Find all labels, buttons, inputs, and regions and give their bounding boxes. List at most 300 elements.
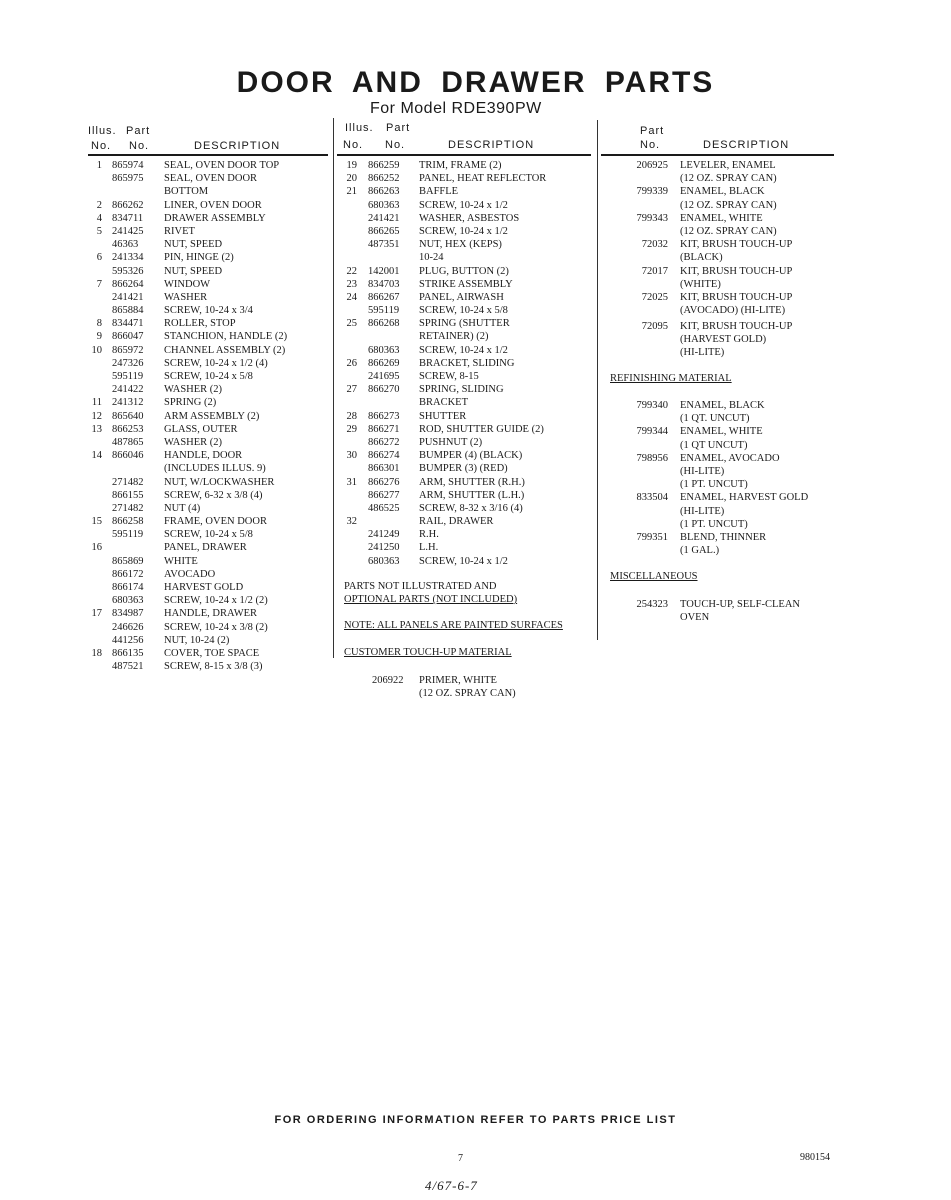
part-number: 247326	[112, 357, 144, 369]
description: SCREW, 8-15	[419, 371, 479, 382]
description: NUT, SPEED	[164, 239, 223, 251]
table-row	[344, 304, 594, 317]
description: ENAMEL, WHITE	[680, 212, 763, 224]
description: (HI-LITE)	[680, 505, 725, 517]
description: (1 PT. UNCUT)	[680, 518, 748, 530]
description: (12 OZ. SPRAY CAN)	[680, 199, 777, 211]
description: RAIL, DRAWER	[419, 516, 494, 528]
description: (HI-LITE)	[680, 465, 725, 477]
illus-number: 29	[346, 423, 357, 435]
part-number: 865974	[112, 160, 144, 171]
description: LINER, OVEN DOOR	[164, 199, 262, 211]
col1-header	[88, 124, 338, 154]
miscellaneous-list	[606, 598, 836, 624]
part-number: 680363	[368, 199, 400, 211]
part-number: 487351	[368, 239, 400, 251]
customer-touchup-heading: CUSTOMER TOUCH-UP MATERIAL	[344, 647, 512, 658]
part-number: 866270	[368, 384, 400, 396]
description: (AVOCADO) (HI-LITE)	[680, 305, 786, 317]
part-number: 680363	[368, 555, 400, 567]
table-row	[606, 212, 836, 225]
description: (1 PT. UNCUT)	[680, 479, 748, 491]
description: KIT, BRUSH TOUCH-UP	[680, 239, 793, 251]
description: SCREW, 10-24 x 1/2	[419, 199, 508, 211]
painted-panels-note: NOTE: ALL PANELS ARE PAINTED SURFACES	[344, 620, 563, 631]
description: SPRING (SHUTTER	[419, 318, 510, 330]
part-number: 834471	[112, 318, 144, 330]
table-row	[88, 317, 328, 330]
illus-number: 30	[346, 450, 357, 462]
table-row	[88, 581, 328, 594]
description: RETAINER) (2)	[419, 331, 489, 343]
part-number: 866259	[368, 160, 400, 171]
table-row	[606, 478, 836, 491]
col3-description-label: DESCRIPTION	[703, 139, 790, 151]
part-number: 241334	[112, 252, 144, 264]
table-row	[344, 370, 594, 383]
description: ENAMEL, WHITE	[680, 426, 763, 438]
table-row	[606, 304, 836, 317]
table-row	[88, 172, 328, 185]
description: (INCLUDES ILLUS. 9)	[164, 463, 266, 475]
description: SCREW, 10-24 x 1/2	[419, 225, 508, 237]
table-row	[88, 383, 328, 396]
part-number: 866263	[368, 186, 400, 198]
illus-number: 28	[346, 410, 357, 422]
description: TOUCH-UP, SELF-CLEAN	[680, 599, 800, 610]
illus-number: 10	[91, 344, 102, 356]
description: AVOCADO	[164, 568, 216, 580]
table-row	[344, 265, 594, 278]
table-row	[344, 489, 594, 502]
col3-header-rule	[601, 154, 834, 156]
table-row	[88, 238, 328, 251]
table-row	[344, 317, 594, 330]
part-number: 866269	[368, 357, 400, 369]
part-number: 241421	[112, 291, 144, 303]
col1-illus-label: Illus.	[88, 125, 117, 137]
description: (12 OZ. SPRAY CAN)	[680, 173, 777, 185]
illus-number: 7	[96, 278, 102, 290]
col3-parts-list-b	[606, 320, 836, 360]
description: PRIMER, WHITE	[419, 675, 497, 686]
ordering-information: FOR ORDERING INFORMATION REFER TO PARTS PRICE LIST	[274, 1114, 677, 1126]
table-row	[344, 410, 594, 423]
col1-illus-no-label: No.	[91, 140, 112, 152]
table-row	[344, 449, 594, 462]
description: SCREW, 10-24 x 1/2 (4)	[164, 357, 268, 369]
part-number: 865884	[112, 305, 144, 317]
description: (BLACK)	[680, 252, 723, 264]
table-row	[88, 344, 328, 357]
description: WASHER, ASBESTOS	[419, 212, 520, 224]
table-row	[606, 598, 836, 611]
table-row	[88, 185, 328, 198]
part-number: 241312	[112, 397, 144, 409]
description: KIT, BRUSH TOUCH-UP	[680, 291, 793, 303]
illus-number: 31	[346, 476, 357, 488]
table-row	[606, 320, 836, 333]
illus-number: 16	[91, 542, 102, 554]
col1-parts-list	[88, 159, 328, 673]
illus-number: 21	[346, 186, 357, 198]
part-number: 441256	[112, 634, 144, 646]
description: ENAMEL, BLACK	[680, 400, 765, 411]
description: (12 OZ. SPRAY CAN)	[680, 225, 777, 237]
table-row	[88, 436, 328, 449]
part-number: 866267	[368, 291, 400, 303]
part-number: 595119	[112, 529, 144, 541]
part-number: 206925	[636, 160, 668, 171]
table-row	[344, 357, 594, 370]
illus-number: 1	[96, 160, 102, 171]
column-divider-left	[333, 118, 334, 658]
description: WASHER (2)	[164, 436, 223, 448]
page-number: 7	[458, 1153, 463, 1164]
col2-illus-no-label: No.	[343, 139, 364, 151]
miscellaneous-heading: MISCELLANEOUS	[610, 571, 698, 582]
table-row	[606, 172, 836, 185]
part-number: 799339	[636, 186, 668, 198]
description: NUT, SPEED	[164, 265, 223, 277]
table-row	[88, 555, 328, 568]
part-number: 866174	[112, 582, 144, 593]
illus-number: 23	[346, 278, 357, 290]
illus-number: 11	[91, 397, 102, 409]
description: SHUTTER	[419, 410, 467, 422]
description: WHITE	[164, 555, 198, 567]
col2-description-label: DESCRIPTION	[448, 139, 535, 151]
part-number: 72095	[641, 321, 668, 332]
description: R.H.	[419, 529, 439, 541]
table-row	[344, 330, 594, 343]
part-number: 866155	[112, 489, 144, 501]
description: BUMPER (4) (BLACK)	[419, 450, 523, 462]
part-number: 798956	[636, 452, 668, 464]
description: BRACKET, SLIDING	[419, 357, 515, 369]
description: (HARVEST GOLD)	[680, 334, 767, 346]
description: (HI-LITE)	[680, 347, 725, 359]
table-row	[344, 225, 594, 238]
description: (1 QT UNCUT)	[680, 439, 748, 451]
col2-parts-list	[344, 159, 594, 568]
handwritten-note: 4/67-6-7	[425, 1178, 478, 1193]
table-row	[344, 436, 594, 449]
part-number: 866252	[368, 173, 400, 185]
page-title: DOOR AND DRAWER PARTS	[236, 66, 715, 99]
table-row	[606, 611, 836, 624]
not-illustrated-note-1: PARTS NOT ILLUSTRATED AND	[344, 581, 497, 592]
illus-number: 12	[91, 410, 102, 422]
illus-number: 6	[96, 252, 102, 264]
col2-illus-label: Illus.	[345, 122, 374, 134]
table-row	[606, 505, 836, 518]
part-number: 254323	[636, 599, 668, 610]
description: BAFFLE	[419, 186, 459, 198]
table-row	[88, 251, 328, 264]
part-number: 834987	[112, 608, 144, 620]
table-row	[88, 476, 328, 489]
part-number: 206922	[372, 675, 404, 686]
description: GLASS, OUTER	[164, 423, 238, 435]
table-row	[606, 412, 836, 425]
table-row	[88, 568, 328, 581]
illus-number: 27	[346, 384, 357, 396]
illus-number: 2	[96, 199, 102, 211]
table-row	[88, 423, 328, 436]
part-number: 72025	[641, 291, 668, 303]
description: STANCHION, HANDLE (2)	[164, 331, 288, 343]
table-row	[88, 660, 328, 673]
description: WASHER	[164, 291, 208, 303]
table-row	[344, 172, 594, 185]
table-row	[344, 687, 594, 700]
part-number: 866273	[368, 410, 400, 422]
description: COVER, TOE SPACE	[164, 647, 260, 659]
table-row	[88, 291, 328, 304]
part-number: 680363	[112, 595, 144, 607]
table-row	[606, 439, 836, 452]
description: DRAWER ASSEMBLY	[164, 212, 266, 224]
illus-number: 9	[96, 331, 102, 343]
table-row	[88, 396, 328, 409]
illus-number: 8	[96, 318, 102, 330]
description: SCREW, 10-24 x 5/8	[164, 529, 253, 541]
col2-part-no-label: No.	[385, 139, 406, 151]
illus-number: 25	[346, 318, 357, 330]
table-row	[606, 531, 836, 544]
description: BLEND, THINNER	[680, 531, 767, 543]
col2-header	[345, 121, 595, 151]
illus-number: 19	[346, 160, 357, 171]
touchup-material-list	[344, 674, 594, 700]
table-row	[88, 225, 328, 238]
part-number: 680363	[368, 344, 400, 356]
refinishing-heading: REFINISHING MATERIAL	[610, 373, 732, 384]
part-number: 866277	[368, 489, 400, 501]
part-number: 866262	[112, 199, 144, 211]
part-number: 487865	[112, 436, 144, 448]
part-number: 866274	[368, 450, 400, 462]
part-number: 142001	[368, 265, 400, 277]
table-row	[344, 515, 594, 528]
part-number: 866046	[112, 450, 144, 462]
description: SCREW, 10-24 x 1/2	[419, 344, 508, 356]
part-number: 241422	[112, 384, 144, 396]
part-number: 271482	[112, 476, 144, 488]
part-number: 487521	[112, 661, 144, 673]
table-row	[606, 238, 836, 251]
part-number: 241250	[368, 542, 400, 554]
description: ARM, SHUTTER (L.H.)	[419, 489, 525, 501]
description: RIVET	[164, 225, 195, 237]
table-row	[88, 212, 328, 225]
table-row	[88, 462, 328, 475]
table-row	[344, 212, 594, 225]
description: SCREW, 8-32 x 3/16 (4)	[419, 502, 523, 514]
description: PIN, HINGE (2)	[164, 252, 234, 264]
table-row	[88, 541, 328, 554]
table-row	[606, 159, 836, 172]
table-row	[88, 330, 328, 343]
description: SPRING, SLIDING	[419, 384, 504, 396]
part-number: 833504	[636, 492, 668, 504]
description: ARM, SHUTTER (R.H.)	[419, 476, 525, 488]
table-row	[88, 515, 328, 528]
table-row	[344, 674, 594, 687]
illus-number: 15	[91, 516, 102, 528]
table-row	[88, 607, 328, 620]
table-row	[606, 278, 836, 291]
part-number: 799344	[636, 426, 668, 438]
part-number: 866253	[112, 423, 144, 435]
table-row	[344, 159, 594, 172]
part-number: 241695	[368, 371, 400, 382]
part-number: 241421	[368, 212, 400, 224]
part-number: 865975	[112, 173, 144, 185]
col2-header-rule	[337, 154, 591, 156]
description: OVEN	[680, 612, 710, 624]
part-number: 595119	[368, 305, 400, 317]
illus-number: 24	[346, 291, 357, 303]
part-number: 486525	[368, 502, 400, 514]
part-number: 799340	[636, 400, 668, 411]
illus-number: 14	[91, 450, 102, 462]
part-number: 72032	[641, 239, 668, 251]
table-row	[344, 528, 594, 541]
table-row	[88, 278, 328, 291]
table-row	[88, 634, 328, 647]
part-number: 271482	[112, 502, 144, 514]
illus-number: 4	[96, 212, 102, 224]
part-number: 866265	[368, 225, 400, 237]
description: (1 GAL.)	[680, 545, 720, 557]
table-row	[344, 423, 594, 436]
description: ENAMEL, BLACK	[680, 186, 765, 198]
part-number: 241249	[368, 529, 400, 541]
column-divider-right	[597, 120, 598, 640]
table-row	[606, 491, 836, 504]
part-number: 865640	[112, 410, 144, 422]
part-number: 866047	[112, 331, 144, 343]
illus-number: 22	[346, 265, 357, 277]
part-number: 595119	[112, 371, 144, 382]
description: PLUG, BUTTON (2)	[419, 265, 509, 277]
table-row	[344, 502, 594, 515]
table-row	[88, 502, 328, 515]
table-row	[88, 449, 328, 462]
description: L.H.	[419, 542, 439, 554]
table-row	[344, 199, 594, 212]
illus-number: 20	[346, 173, 357, 185]
table-row	[606, 291, 836, 304]
description: BRACKET	[419, 397, 469, 409]
table-row	[88, 647, 328, 660]
table-row	[344, 251, 594, 264]
description: WINDOW	[164, 278, 211, 290]
col1-description-label: DESCRIPTION	[194, 140, 281, 152]
description: NUT, W/LOCKWASHER	[164, 476, 275, 488]
description: KIT, BRUSH TOUCH-UP	[680, 321, 793, 332]
col1-header-rule	[88, 154, 328, 156]
part-number: 72017	[641, 265, 668, 277]
description: KIT, BRUSH TOUCH-UP	[680, 265, 793, 277]
part-number: 866258	[112, 516, 144, 528]
part-number: 865869	[112, 555, 144, 567]
illus-number: 32	[346, 516, 357, 528]
table-row	[344, 396, 594, 409]
description: TRIM, FRAME (2)	[419, 160, 502, 171]
description: BOTTOM	[164, 186, 209, 198]
table-row	[606, 333, 836, 346]
description: SCREW, 8-15 x 3/8 (3)	[164, 661, 263, 673]
col1-part-no-label: No.	[129, 140, 150, 152]
col3-part-no-label: No.	[640, 139, 661, 151]
description: HARVEST GOLD	[164, 582, 244, 593]
col3-parts-list	[606, 159, 836, 317]
description: CHANNEL ASSEMBLY (2)	[164, 344, 286, 356]
part-number: 866272	[368, 436, 400, 448]
table-row	[606, 544, 836, 557]
description: (WHITE)	[680, 278, 721, 290]
table-row	[88, 528, 328, 541]
description: NUT, HEX (KEPS)	[419, 239, 502, 251]
refinishing-material-list	[606, 399, 836, 557]
table-row	[88, 621, 328, 634]
table-row	[88, 410, 328, 423]
description: SEAL, OVEN DOOR TOP	[164, 160, 280, 171]
part-number: 834711	[112, 212, 144, 224]
description: NUT (4)	[164, 502, 201, 514]
description: ARM ASSEMBLY (2)	[164, 410, 260, 422]
not-illustrated-note-2: OPTIONAL PARTS (NOT INCLUDED)	[344, 594, 518, 605]
part-number: 866135	[112, 647, 144, 659]
description: PANEL, DRAWER	[164, 542, 247, 554]
table-row	[606, 399, 836, 412]
model-subtitle: For Model RDE390PW	[370, 100, 542, 117]
part-number: 866276	[368, 476, 400, 488]
table-row	[88, 159, 328, 172]
description: SCREW, 10-24 x 3/4	[164, 305, 253, 317]
col3-part-label: Part	[640, 125, 665, 137]
description: SCREW, 10-24 x 3/8 (2)	[164, 621, 268, 633]
illus-number: 26	[346, 357, 357, 369]
table-row	[88, 594, 328, 607]
description: (12 OZ. SPRAY CAN)	[419, 688, 516, 700]
table-row	[344, 541, 594, 554]
table-row	[344, 344, 594, 357]
table-row	[344, 291, 594, 304]
part-number: 799343	[636, 212, 668, 224]
description: SCREW, 10-24 x 5/8	[164, 371, 253, 382]
col2-part-label: Part	[386, 122, 411, 134]
table-row	[606, 518, 836, 531]
description: SCREW, 10-24 x 1/2 (2)	[164, 595, 268, 607]
description: ROLLER, STOP	[164, 318, 236, 330]
table-row	[606, 199, 836, 212]
part-number: 246626	[112, 621, 144, 633]
description: LEVELER, ENAMEL	[680, 160, 776, 171]
table-row	[606, 225, 836, 238]
description: 10-24	[419, 252, 444, 264]
document-number: 980154	[800, 1152, 830, 1163]
part-number: 866271	[368, 423, 400, 435]
table-row	[606, 425, 836, 438]
description: WASHER (2)	[164, 384, 223, 396]
col1-part-label: Part	[126, 125, 151, 137]
table-row	[88, 489, 328, 502]
description: PANEL, AIRWASH	[419, 291, 504, 303]
